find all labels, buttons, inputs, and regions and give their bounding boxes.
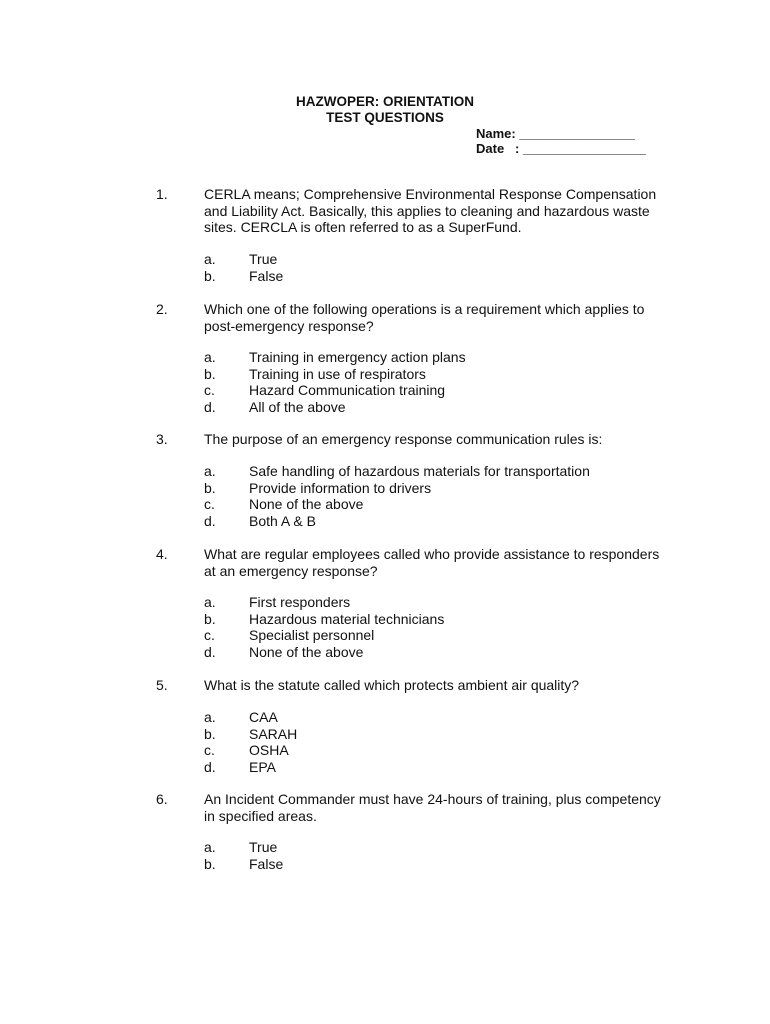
option-text: Specialist personnel — [249, 627, 375, 643]
question-text: An Incident Commander must have 24-hours of training, plus competency in specified areas. — [204, 791, 661, 824]
option-letter: b. — [204, 610, 216, 627]
option-text: None of the above — [249, 496, 364, 512]
option-text: Training in emergency action plans — [249, 349, 466, 365]
option-text: First responders — [249, 594, 351, 610]
option-letter: a. — [204, 463, 216, 479]
option-letter: c. — [204, 496, 215, 512]
option-letter: b. — [204, 479, 216, 496]
option-text: CAA — [249, 709, 278, 725]
option-letter: b. — [204, 267, 216, 284]
option-letter: c. — [204, 742, 215, 758]
option-letter: c. — [204, 627, 215, 643]
option-text: EPA — [249, 758, 276, 775]
option-letter: b. — [204, 365, 216, 382]
option-text: False — [249, 267, 284, 284]
option-letter: d. — [204, 512, 216, 529]
document-subtitle: TEST QUESTIONS — [326, 110, 444, 125]
option-text: False — [249, 855, 284, 872]
option-text: Safe handling of hazardous materials for transportation — [249, 463, 590, 479]
option-text: None of the above — [249, 643, 364, 660]
date-field: Date : _________________ — [476, 141, 646, 156]
option-letter: b. — [204, 855, 216, 872]
question-number: 2. — [156, 301, 168, 317]
option-letter: a. — [204, 709, 216, 725]
question-text: CERLA means; Comprehensive Environmental Response Compensation and Liability Act. Basically, this applies to cleaning and hazardous waste sites. CERCLA is often referred to as a SuperFund. — [204, 186, 657, 235]
option-text: True — [249, 839, 278, 855]
question-number: 5. — [156, 677, 168, 693]
option-letter: d. — [204, 758, 216, 775]
document-title: HAZWOPER: ORIENTATION — [296, 94, 474, 109]
option-letter: a. — [204, 839, 216, 855]
option-text: Both A & B — [249, 512, 316, 529]
option-text: OSHA — [249, 742, 289, 758]
option-letter: a. — [204, 349, 216, 365]
option-letter: d. — [204, 643, 216, 660]
question-number: 3. — [156, 431, 168, 447]
option-letter: a. — [204, 594, 216, 610]
question-number: 1. — [156, 186, 168, 202]
option-letter: c. — [204, 382, 215, 398]
question-number: 6. — [156, 791, 168, 807]
name-field: Name: ________________ — [476, 126, 636, 141]
option-text: True — [249, 251, 278, 267]
question-text: What is the statute called which protects ambient air quality? — [204, 677, 580, 693]
option-text: Provide information to drivers — [249, 479, 432, 496]
option-text: Hazard Communication training — [249, 382, 446, 398]
option-letter: a. — [204, 251, 216, 267]
option-text: Training in use of respirators — [249, 365, 426, 382]
option-text: All of the above — [249, 398, 346, 415]
option-text: SARAH — [249, 725, 298, 742]
question-text: The purpose of an emergency response communication rules is: — [204, 431, 603, 447]
option-letter: b. — [204, 725, 216, 742]
question-number: 4. — [156, 546, 168, 562]
question-text: Which one of the following operations is a requirement which applies to post-emergency response? — [204, 301, 645, 334]
question-text: What are regular employees called who provide assistance to responders at an emergency response? — [204, 546, 660, 579]
option-letter: d. — [204, 398, 216, 415]
option-text: Hazardous material technicians — [249, 610, 445, 627]
